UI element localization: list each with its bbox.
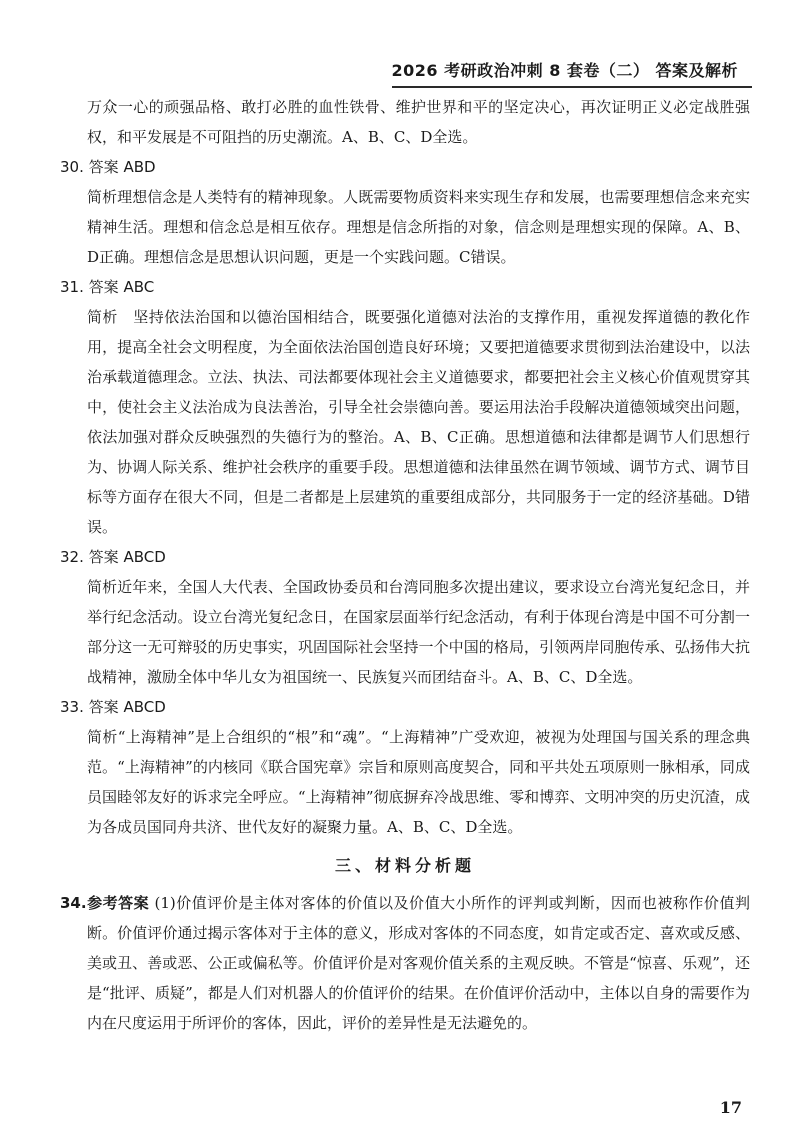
page-header — [391, 52, 746, 86]
answer-line — [60, 692, 750, 722]
question-number: 34. — [60, 894, 87, 912]
reference-answer-text: (1)价值评价是主体对客体的价值以及价值大小所作的评判或判断，因而也被称作价值判断。价值评价通过揭示客体对于主体的意义，形成对客体的不同态度，如肯定或否定、喜欢或反感、美或丑、善或恶、公正或偏私等。价值评价是对客观价值关系的主观反映。不管是“惊喜、乐观”，还是“批评、质疑”，都是人们对机器人的价值评价的结果。在价值评价活动中，主体以自身的需要作为内在尺度运用于所评价的客体，因此，评价的差异性是无法避免的。 — [87, 894, 750, 1032]
answer-value: ABCD — [123, 698, 166, 716]
analysis-paragraph: 简析理想信念是人类特有的精神现象。人既需要物质资料来实现生存和发展，也需要理想信念来充实精神生活。理想和信念总是相互依存。理想是信念所指的对象，信念则是理想实现的保障。A、B、D正确。理想信念是思想认识问题，更是一个实践问题。C错误。 — [87, 188, 750, 266]
answer-line — [60, 272, 750, 302]
question-30 — [60, 152, 750, 272]
header-subtitle: 答案及解析 — [655, 60, 738, 80]
answer-line — [60, 152, 750, 182]
header-title — [392, 58, 738, 81]
header-title-text: 2026 考研政治冲刺 8 套卷（二） — [391, 60, 650, 80]
header-divider — [392, 86, 752, 88]
analysis-paragraph: 简析“上海精神”是上合组织的“根”和“魂”。“上海精神”广受欢迎，被视为处理国与国关系的理念典范。“上海精神”的内核同《联合国宪章》宗旨和原则高度契合，同和平共处五项原则一脉相承，同成员国睦邻友好的诉求完全呼应。“上海精神”彻底摒弃冷战思维、零和博弈、文明冲突的历史沉渣，成为各成员国同舟共济、世代友好的凝聚力量。A、B、C、D全选。 — [87, 728, 750, 836]
answer-label: 答案 — [88, 698, 119, 716]
question-32 — [60, 542, 750, 692]
answer-line — [60, 542, 750, 572]
answer-value: ABC — [123, 278, 155, 296]
question-33 — [60, 692, 750, 842]
section-title: 三、材料分析题 — [334, 856, 475, 875]
answer-label: 答案 — [88, 548, 119, 566]
question-number: 33. — [60, 698, 84, 716]
analysis-paragraph: 简析近年来，全国人大代表、全国政协委员和台湾同胞多次提出建议，要求设立台湾光复纪念日，并举行纪念活动。设立台湾光复纪念日，在国家层面举行纪念活动，有利于体现台湾是中国不可分割一部分这一无可辩驳的历史事实，巩固国际社会坚持一个中国的格局，引领两岸同胞传承、弘扬伟大抗战精神，激励全体中华儿女为祖国统一、民族复兴而团结奋斗。A、B、C、D全选。 — [87, 578, 750, 686]
question-31 — [60, 272, 750, 542]
answer-label: 答案 — [88, 158, 119, 176]
question-number: 31. — [60, 278, 84, 296]
answer-label: 答案 — [88, 278, 119, 296]
reference-answer-paragraph — [60, 888, 750, 1038]
analysis-paragraph: 简析 坚持依法治国和以德治国相结合，既要强化道德对法治的支撑作用，重视发挥道德的教化作用，提高全社会文明程度，为全面依法治国创造良好环境；又要把道德要求贯彻到法治建设中，以法治承载道德理念。立法、执法、司法都要体现社会主义道德要求，都要把社会主义核心价值观贯穿其中，使社会主义法治成为良法善治，引导全社会崇德向善。要运用法治手段解决道德领域突出问题，依法加强对群众反映强烈的失德行为的整治。A、B、C正确。思想道德和法律都是调节人们思想行为、协调人际关系、维护社会秩序的重要手段。思想道德和法律虽然在调节领域、调节方式、调节目标等方面存在很大不同，但是二者都是上层建筑的重要组成部分，共同服务于一定的经济基础。D错误。 — [87, 308, 750, 536]
page-content — [60, 92, 750, 1038]
answer-value: ABCD — [123, 548, 166, 566]
question-number: 32. — [60, 548, 84, 566]
question-34 — [60, 888, 750, 1038]
answer-value: ABD — [123, 158, 156, 176]
continuation-paragraph: 万众一心的顽强品格、敢打必胜的血性铁骨、维护世界和平的坚定决心，再次证明正义必定战胜强权，和平发展是不可阻挡的历史潮流。A、B、C、D全选。 — [87, 98, 750, 146]
question-number: 30. — [60, 158, 84, 176]
reference-answer-label: 参考答案 — [86, 894, 150, 912]
page-number: 17 — [719, 1098, 742, 1117]
